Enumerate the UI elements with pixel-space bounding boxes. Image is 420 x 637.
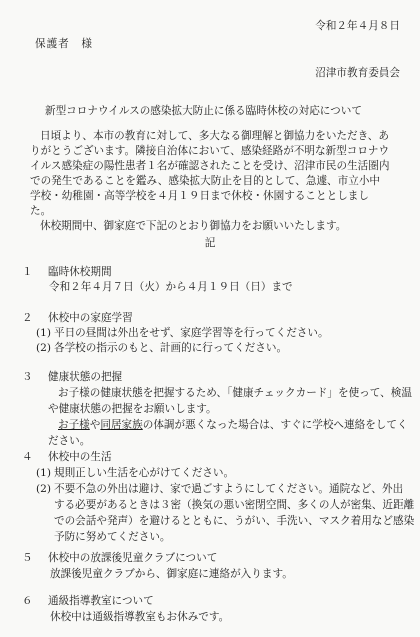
intro-paragraph: 日頃より、本市の教育に対して、多大なる御理解と御協力をいただき、ありがとうございます。隣接自治体において、感染経路が不明な新型コロナウイルス感染症の陽性患者１名が確認されたことを受け、沼津市民の生活圏内での発生であることを鑑み、感染拡大防止を目的として、急遽、市立小中学校・幼稚園・高等学校を４月１９日まで休校・休園することとしました。 — [30, 130, 390, 217]
item-text: 規則正しい生活を心がけてください。 — [54, 467, 235, 479]
intro-paragraph: 休校期間中、御家庭で下記のとおり御協力をお願いいたします。 — [40, 220, 347, 232]
document-date: 令和２年４月８日 — [315, 20, 400, 32]
item-text: 平日の昼間は外出をせず、家庭学習等を行ってください。 — [54, 327, 329, 339]
section-body: 休校中は通級指導教室もお休みです。 — [50, 611, 230, 623]
item-mark: (2) — [36, 483, 52, 495]
section-line: ださい。 — [48, 435, 91, 447]
underlined-text: 同居家族 — [100, 419, 143, 431]
section-body: 放課後児童クラブから、御家庭に連絡が入ります。 — [50, 568, 293, 580]
line-rest: の体調が悪くなった場合は、すぐに学校へ連絡をしてく — [142, 419, 408, 431]
section-title: 通級指導教室について — [48, 595, 154, 607]
section-line — [58, 418, 408, 433]
section-line: お子様の健康状態を把握するため、「健康チェックカード」を使って、検温 — [58, 387, 412, 399]
sender: 沼津市教育委員会 — [315, 67, 400, 79]
section-number: １ — [22, 266, 33, 278]
section-title: 臨時休校期間 — [48, 266, 112, 278]
section-title: 休校中の生活 — [48, 451, 112, 463]
section-title: 休校中の家庭学習 — [48, 312, 133, 324]
document-title: 新型コロナウイルスの感染拡大防止に係る臨時休校の対応について — [45, 105, 362, 117]
intro-block — [30, 129, 390, 234]
item-text: 予防に努めてください。 — [54, 531, 171, 543]
item-mark: (1) — [36, 327, 52, 339]
underlined-text: お子様 — [58, 419, 90, 431]
section-number: ３ — [22, 371, 33, 383]
joiner-text: や — [89, 419, 101, 431]
item-text: 各学校の指示のもと、計画的に行ってください。 — [54, 342, 288, 354]
section-title: 休校中の放課後児童クラブについて — [48, 552, 218, 564]
section-number: ４ — [22, 451, 33, 463]
item-text: する必要があるときは３密（換気の悪い密閉空間、多くの人が密集、近距離 — [54, 499, 415, 511]
section-number: ５ — [22, 552, 33, 564]
item-text: での会話や発声）を避けるとともに、うがい、手洗い、マスク着用など感染 — [54, 515, 415, 527]
item-text: 不要不急の外出は避け、家で過ごすようにしてください。通院など、外出 — [54, 483, 404, 495]
section-number: ２ — [22, 312, 33, 324]
addressee: 保護者 様 — [35, 38, 93, 50]
section-line: や健康状態の把握をお願いします。 — [48, 403, 217, 415]
section-number: ６ — [22, 595, 33, 607]
ki-heading: 記 — [204, 237, 216, 249]
section-title: 健康状態の把握 — [48, 371, 123, 383]
item-mark: (2) — [36, 342, 52, 354]
item-mark: (1) — [36, 467, 52, 479]
section-body: 令和２年４月７日（火）から４月１９日（日）まで — [49, 281, 293, 293]
